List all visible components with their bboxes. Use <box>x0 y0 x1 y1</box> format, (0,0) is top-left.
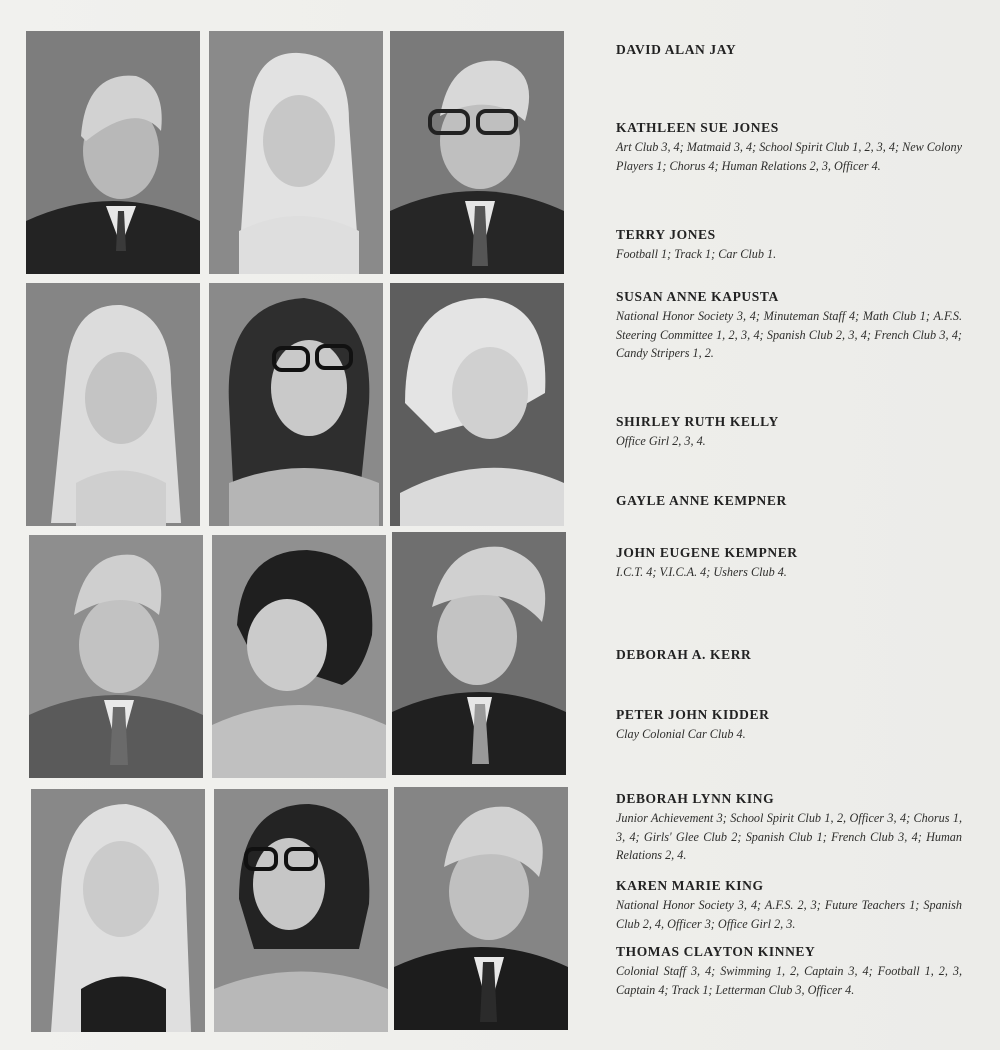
student-name: DEBORAH A. KERR <box>616 647 752 662</box>
entry-gayle-anne-kempner <box>616 492 966 509</box>
portrait-karen-marie-king <box>214 789 388 1032</box>
student-activities: Office Girl 2, 3, 4. <box>616 434 706 448</box>
portrait-peter-john-kidder <box>392 532 566 775</box>
student-activities: I.C.T. 4; V.I.C.A. 4; Ushers Club 4. <box>616 565 787 579</box>
student-name: DEBORAH LYNN KING <box>616 791 775 806</box>
portrait-kathleen-sue-jones <box>209 31 383 274</box>
entry-john-eugene-kempner <box>616 544 966 582</box>
entry-terry-jones <box>616 226 966 264</box>
student-activities: Clay Colonial Car Club 4. <box>616 727 746 741</box>
portrait-deborah-a-kerr <box>212 535 386 778</box>
entry-david-alan-jay <box>616 41 966 58</box>
student-name: JOHN EUGENE KEMPNER <box>616 545 798 560</box>
portrait-john-eugene-kempner <box>29 535 203 778</box>
student-name: KATHLEEN SUE JONES <box>616 120 779 135</box>
portrait-gayle-anne-kempner <box>390 283 564 526</box>
student-activities: National Honor Society 3, 4; A.F.S. 2, 3; Future Teachers 1; Spanish Club 2, 4, Officer 3; Office Girl 2, 3. <box>616 898 962 931</box>
entry-deborah-a-kerr <box>616 646 966 663</box>
student-activities: Junior Achievement 3; School Spirit Club 1, 2, Officer 3, 4; Chorus 1, 3, 4; Girls' Glee Club 2; Spanish Club 1; French Club 3, 4; Human Relations 2, 4. <box>616 811 962 862</box>
student-name: THOMAS CLAYTON KINNEY <box>616 944 816 959</box>
entry-kathleen-sue-jones <box>616 119 966 175</box>
student-activities: Football 1; Track 1; Car Club 1. <box>616 247 777 261</box>
portrait-deborah-lynn-king <box>31 789 205 1032</box>
student-activities: National Honor Society 3, 4; Minuteman Staff 4; Math Club 1; A.F.S. Steering Committee 1, 2, 3, 4; Spanish Club 2, 3, 4; French Club 3, 4; Candy Stripers 1, 2. <box>616 309 962 360</box>
portrait-susan-anne-kapusta <box>26 283 200 526</box>
student-name: TERRY JONES <box>616 227 716 242</box>
student-entries <box>616 0 976 1050</box>
student-name: SUSAN ANNE KAPUSTA <box>616 289 779 304</box>
portrait-terry-jones <box>390 31 564 274</box>
entry-shirley-ruth-kelly <box>616 413 966 451</box>
student-name: DAVID ALAN JAY <box>616 42 737 57</box>
student-activities: Art Club 3, 4; Matmaid 3, 4; School Spirit Club 1, 2, 3, 4; New Colony Players 1; Chorus 4; Human Relations 2, 3, Officer 4. <box>616 140 962 173</box>
portrait-thomas-clayton-kinney <box>394 787 568 1030</box>
entry-karen-marie-king <box>616 877 966 933</box>
student-name: KAREN MARIE KING <box>616 878 764 893</box>
entry-deborah-lynn-king <box>616 790 966 865</box>
portrait-shirley-ruth-kelly <box>209 283 383 526</box>
student-name: SHIRLEY RUTH KELLY <box>616 414 779 429</box>
student-name: GAYLE ANNE KEMPNER <box>616 493 787 508</box>
student-activities: Colonial Staff 3, 4; Swimming 1, 2, Captain 3, 4; Football 1, 2, 3, Captain 4; Track 1; Letterman Club 3, Officer 4. <box>616 964 962 997</box>
portrait-david-alan-jay <box>26 31 200 274</box>
entry-susan-anne-kapusta <box>616 288 966 363</box>
entry-thomas-clayton-kinney <box>616 943 966 999</box>
entry-peter-john-kidder <box>616 706 966 744</box>
student-name: PETER JOHN KIDDER <box>616 707 770 722</box>
